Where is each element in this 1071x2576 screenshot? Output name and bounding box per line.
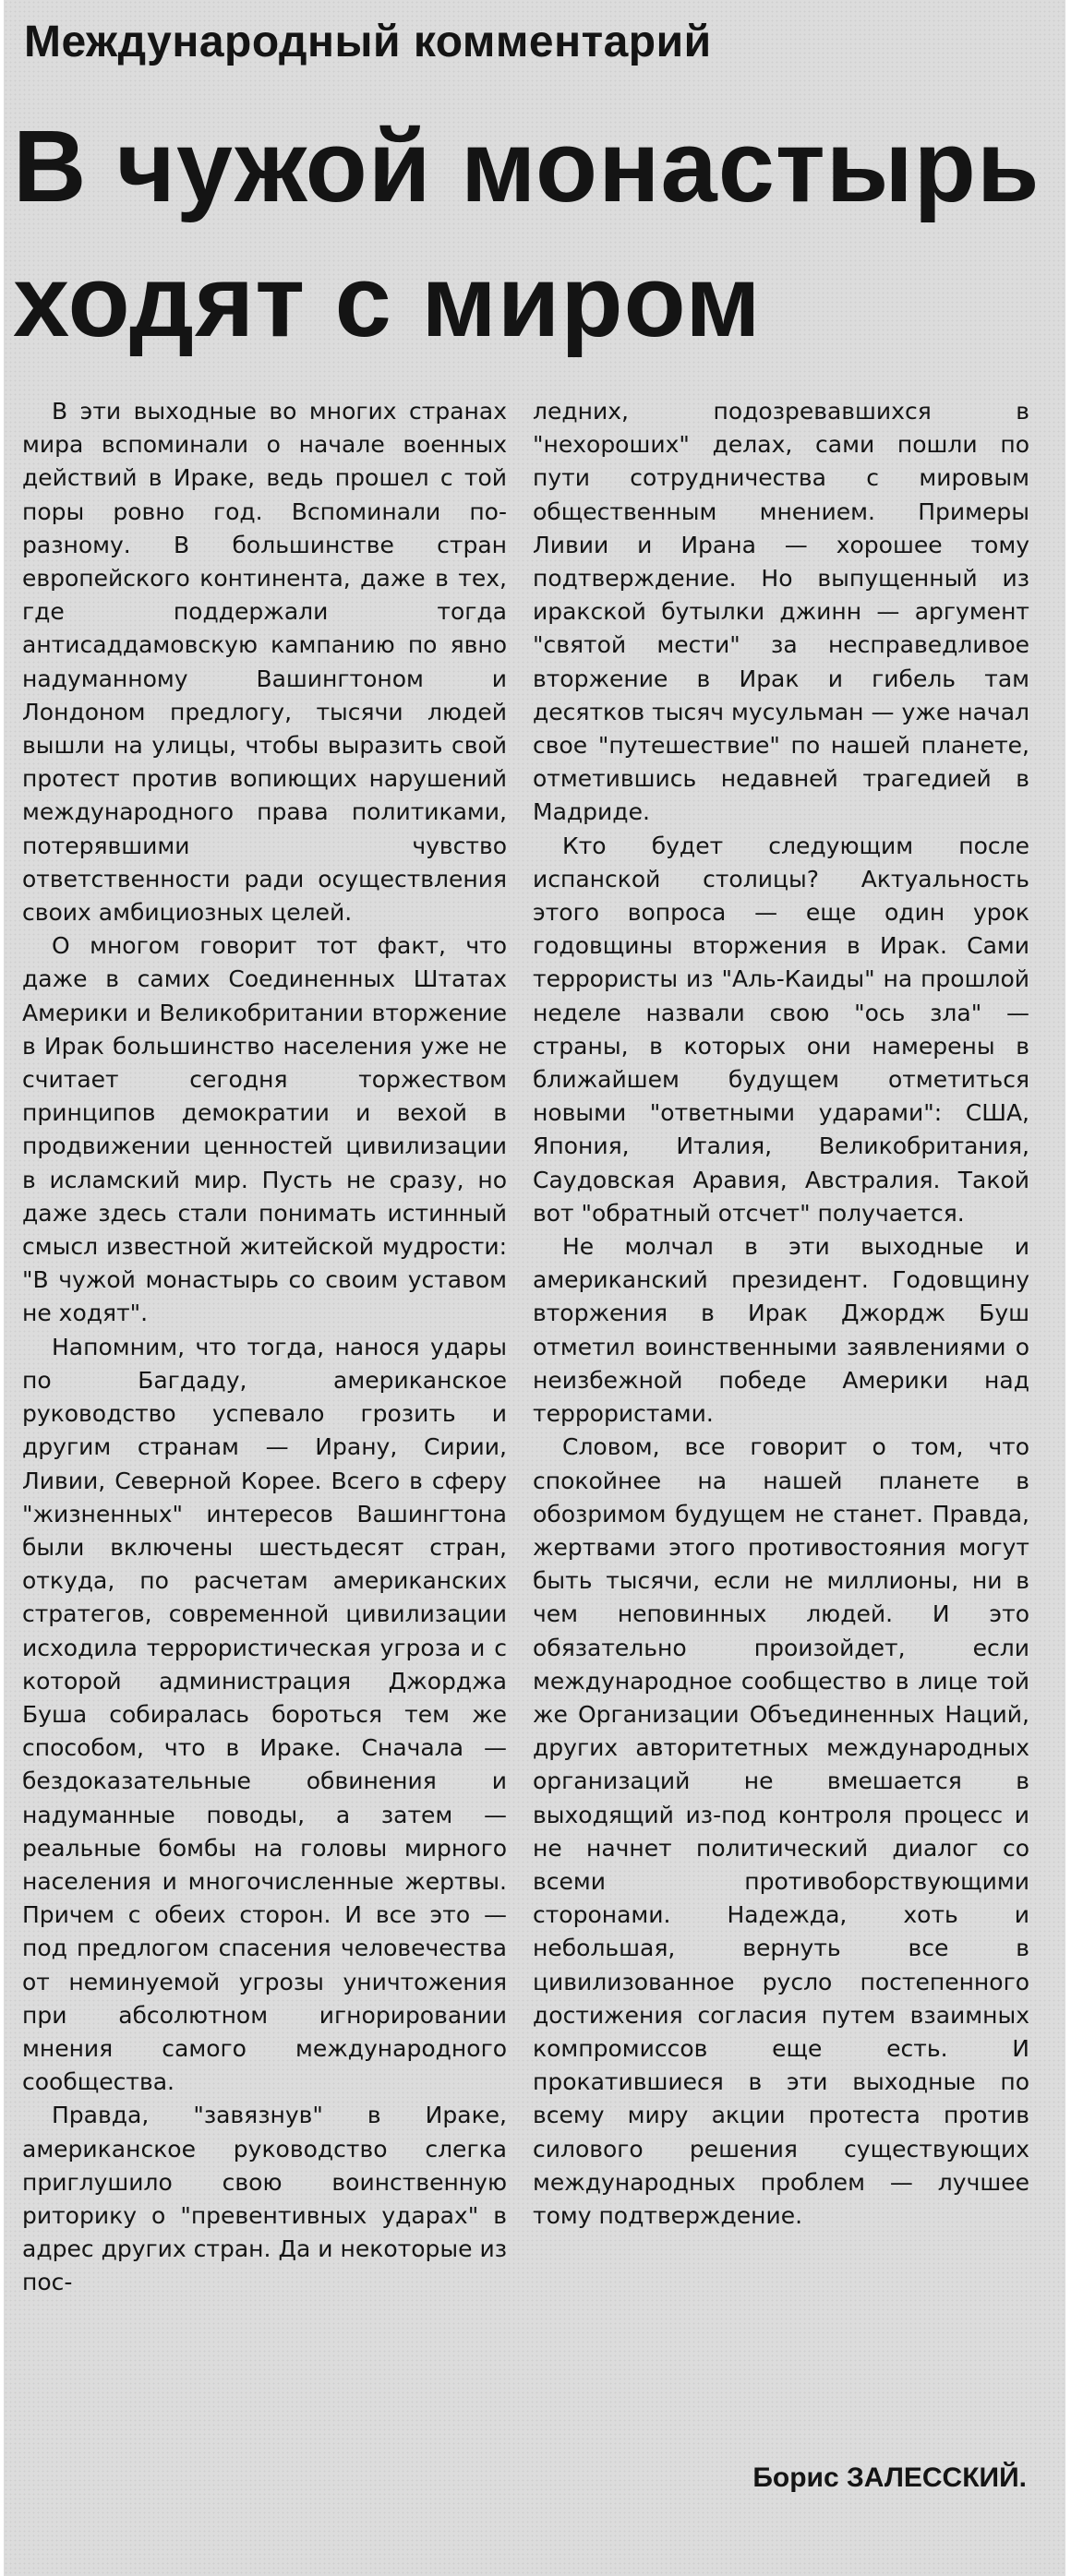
paragraph: Кто будет следующим после испанской столицы? Актуальность этого вопроса — еще один урок годовщины вторжения в Ирак. Сами террористы из "Аль-Каиды" на прошлой неделе назвали свою "ось зла" — страны, в которых они намерены в ближайшем будущем отметиться новыми "ответными ударами": США, Япония, Италия, Великобритания, Саудовская Аравия, Австралия. Такой вот "обратный отсчет" получается. <box>533 832 1029 1227</box>
right-column <box>533 395 1029 2233</box>
paragraph: Правда, "завязнув" в Ираке, американское руководство слегка приглушило свою воинственную риторику о "превентивных ударах" в адрес других стран. Да и некоторые из пос- <box>22 2102 507 2296</box>
rubric: Международный комментарий <box>24 18 712 66</box>
paragraph: ледних, подозревавшихся в "нехороших" делах, сами пошли по пути сотрудничества с мировым общественным мнением. Примеры Ливии и Ирана — хорошее тому подтверждение. Но выпущенный из иракской бутылки джинн — аргумент "святой мести" за несправедливое вторжение в Ирак и гибель там десятков тысяч мусульман — уже начал свое "путешествие" по нашей планете, отметившись недавней трагедией в Мадриде. <box>533 398 1029 826</box>
paragraph: Напомним, что тогда, нанося удары по Багдаду, американское руководство успевало грозить и другим странам — Ирану, Сирии, Ливии, Северной Корее. Всего в сферу "жизненных" интересов Вашингтона были включены шестьдесят стран, откуда, по расчетам американских стратегов, современной цивилизации исходила террористическая угроза и с которой администрация Джорджа Буша собиралась бороться тем же способом, что в Ираке. Сначала — бездоказательные обвинения и надуманные поводы, а затем — реальные бомбы на головы мирного населения и многочисленные жертвы. Причем с обеих сторон. И все это — под предлогом спасения человечества от неминуемой угрозы уничтожения при абсолютном игнорировании мнения самого международного сообщества. <box>22 1333 507 2096</box>
paragraph: В эти выходные во многих странах мира вспоминали о начале военных действий в Ираке, ведь прошел с той поры ровно год. Вспоминали по-разному. В большинстве стран европейского континента, даже в тех, где поддержали тогда антисаддамовскую кампанию по явно надуманному Вашингтоном и Лондоном предлогу, тысячи людей вышли на улицы, чтобы выразить свой протест против вопиющих нарушений международного права политиками, потерявшими чувство ответственности ради осуществления своих амбициозных целей. <box>22 398 507 927</box>
headline-line-2: ходят с миром <box>13 245 762 358</box>
left-column <box>22 395 507 2300</box>
author-byline: Борис ЗАЛЕССКИЙ. <box>752 2462 1027 2493</box>
headline-line-1: В чужой монастырь <box>13 110 1041 223</box>
paragraph: О многом говорит тот факт, что даже в самих Соединенных Штатах Америки и Великобритании вторжение в Ирак большинство населения уже не считает сегодня торжеством принципов демократии и вехой в продвижении ценностей цивилизации в исламский мир. Пусть не сразу, но даже здесь стали понимать истинный смысл известной житейской мудрости: "В чужой монастырь со своим уставом не ходят". <box>22 932 507 1327</box>
paragraph: Не молчал в эти выходные и американский президент. Годовщину вторжения в Ирак Джордж Буш отметил воинственными заявлениями о неизбежной победе Америки над террористами. <box>533 1233 1029 1428</box>
newspaper-clipping <box>4 0 1065 2576</box>
paragraph: Словом, все говорит о том, что спокойнее на нашей планете в обозримом будущем не станет. Правда, жертвами этого противостояния могут быть тысячи, если не миллионы, ни в чем неповинных людей. И это обязательно произойдет, если международное сообщество в лице той же Организации Объединенных Наций, других авторитетных международных организаций не вмешается в выходящий из-под контроля процесс и не начнет политический диалог со всеми противоборствующими сторонами. Надежда, хоть и небольшая, вернуть все в цивилизованное русло постепенного достижения согласия путем взаимных компромиссов еще есть. И прокатившиеся в эти выходные по всему миру акции протеста против силового решения существующих международных проблем — лучшее тому подтверждение. <box>533 1433 1029 2229</box>
headline <box>13 100 1047 369</box>
